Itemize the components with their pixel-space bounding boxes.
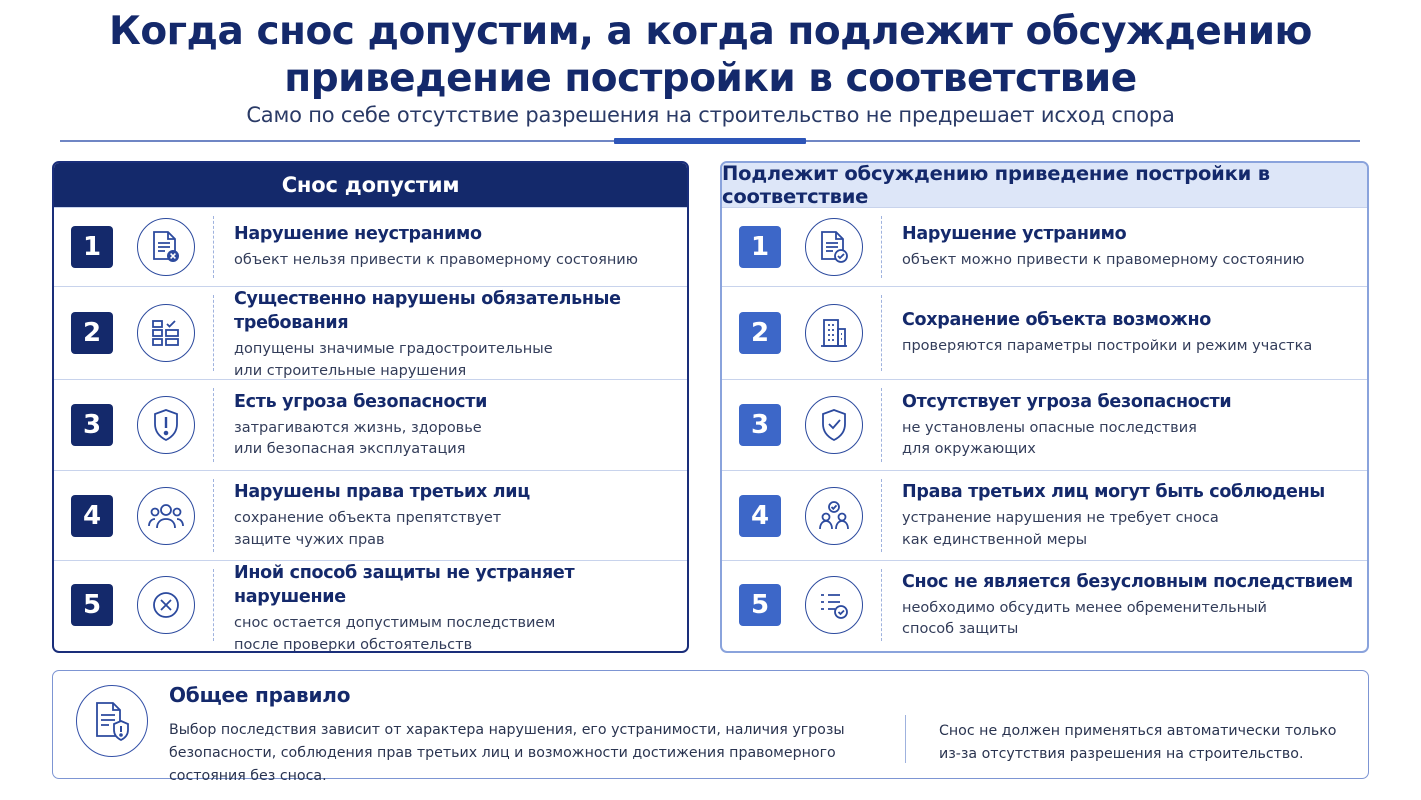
row-separator — [213, 216, 214, 278]
item-description: допущены значимые градостроительные или строительные нарушения — [234, 341, 553, 379]
document-x-icon — [137, 218, 195, 276]
shield-exclamation-icon — [137, 396, 195, 454]
panel-bring-into-compliance — [720, 161, 1369, 653]
item-title: Отсутствует угроза безопасности — [902, 391, 1232, 412]
item-number: 5 — [71, 584, 113, 626]
panel-header-right: Подлежит обсуждению приведение постройки в соответствие — [722, 163, 1367, 207]
list-item — [722, 560, 1367, 649]
list-item — [54, 286, 687, 379]
item-title: Права третьих лиц могут быть соблюдены — [902, 482, 1325, 502]
item-number: 5 — [739, 584, 781, 626]
list-item — [722, 379, 1367, 470]
item-number: 2 — [739, 312, 781, 354]
list-item — [54, 470, 687, 560]
general-rule-separator — [905, 715, 906, 763]
item-description: затрагиваются жизнь, здоровье или безопасная эксплуатация — [234, 419, 482, 457]
panel-header-left: Снос допустим — [54, 163, 687, 207]
list-item — [722, 207, 1367, 286]
row-separator — [213, 388, 214, 462]
item-number: 1 — [739, 226, 781, 268]
general-rule-box — [52, 670, 1369, 784]
checklist-grid-icon — [137, 304, 195, 362]
item-description: проверяются параметры постройки и режим участка — [902, 338, 1313, 354]
row-separator — [213, 569, 214, 641]
people-check-icon — [805, 487, 863, 545]
item-number: 3 — [71, 404, 113, 446]
circle-x-icon — [137, 576, 195, 634]
row-separator — [881, 216, 882, 278]
row-separator — [213, 479, 214, 552]
page-title — [0, 8, 1421, 102]
list-check-icon — [805, 576, 863, 634]
row-separator — [213, 295, 214, 371]
item-title: Есть угроза безопасности — [234, 391, 488, 412]
item-description: объект можно привести к правомерному состоянию — [902, 252, 1305, 268]
item-title: Нарушены права третьих лиц — [234, 482, 530, 502]
panel-demolition-allowed — [52, 161, 689, 653]
list-item — [722, 470, 1367, 560]
item-description: устранение нарушения не требует сноса как единственной меры — [902, 510, 1219, 548]
people-group-icon — [137, 487, 195, 545]
list-item — [722, 286, 1367, 379]
row-separator — [881, 569, 882, 641]
item-title: Иной способ защиты не устраняет нарушение — [234, 563, 575, 607]
shield-check-icon — [805, 396, 863, 454]
item-description: необходимо обсудить менее обременительный способ защиты — [902, 599, 1267, 637]
item-title: Существенно нарушены обязательные требования — [234, 289, 621, 333]
row-separator — [881, 295, 882, 371]
row-separator — [881, 388, 882, 462]
item-description: объект нельзя привести к правомерному состоянию — [234, 252, 638, 268]
item-number: 3 — [739, 404, 781, 446]
item-description: сохранение объекта препятствует защите чужих прав — [234, 510, 502, 548]
list-item — [54, 379, 687, 470]
item-title: Нарушение неустранимо — [234, 224, 482, 244]
item-title: Сохранение объекта возможно — [902, 310, 1211, 330]
item-description: не установлены опасные последствия для окружающих — [902, 419, 1197, 457]
general-rule-text: Выбор последствия зависит от характера нарушения, его устранимости, наличия угрозы безопасности, соблюдения прав третьих лиц и возможности достижения правомерного состояния без сноса. — [169, 722, 845, 784]
building-icon — [805, 304, 863, 362]
title-divider-accent — [614, 138, 806, 144]
row-separator — [881, 479, 882, 552]
item-number: 1 — [71, 226, 113, 268]
list-item — [54, 560, 687, 653]
item-title: Снос не является безусловным последствием — [902, 571, 1353, 592]
item-description: снос остается допустимым последствием после проверки обстоятельств — [234, 615, 556, 653]
general-rule-title: Общее правило — [169, 683, 351, 707]
item-title: Нарушение устранимо — [902, 224, 1127, 244]
title-line-1: Когда снос допустим, а когда подлежит обсуждению — [109, 9, 1312, 54]
page-subtitle: Само по себе отсутствие разрешения на строительство не предрешает исход спора — [246, 103, 1175, 127]
list-item — [54, 207, 687, 286]
item-number: 2 — [71, 312, 113, 354]
general-rule-note: Снос не должен применяться автоматически только из-за отсутствия разрешения на строительство. — [939, 723, 1337, 762]
title-line-2: приведение постройки в соответствие — [284, 56, 1137, 101]
document-check-icon — [805, 218, 863, 276]
document-shield-icon — [76, 685, 148, 757]
item-number: 4 — [739, 495, 781, 537]
item-number: 4 — [71, 495, 113, 537]
